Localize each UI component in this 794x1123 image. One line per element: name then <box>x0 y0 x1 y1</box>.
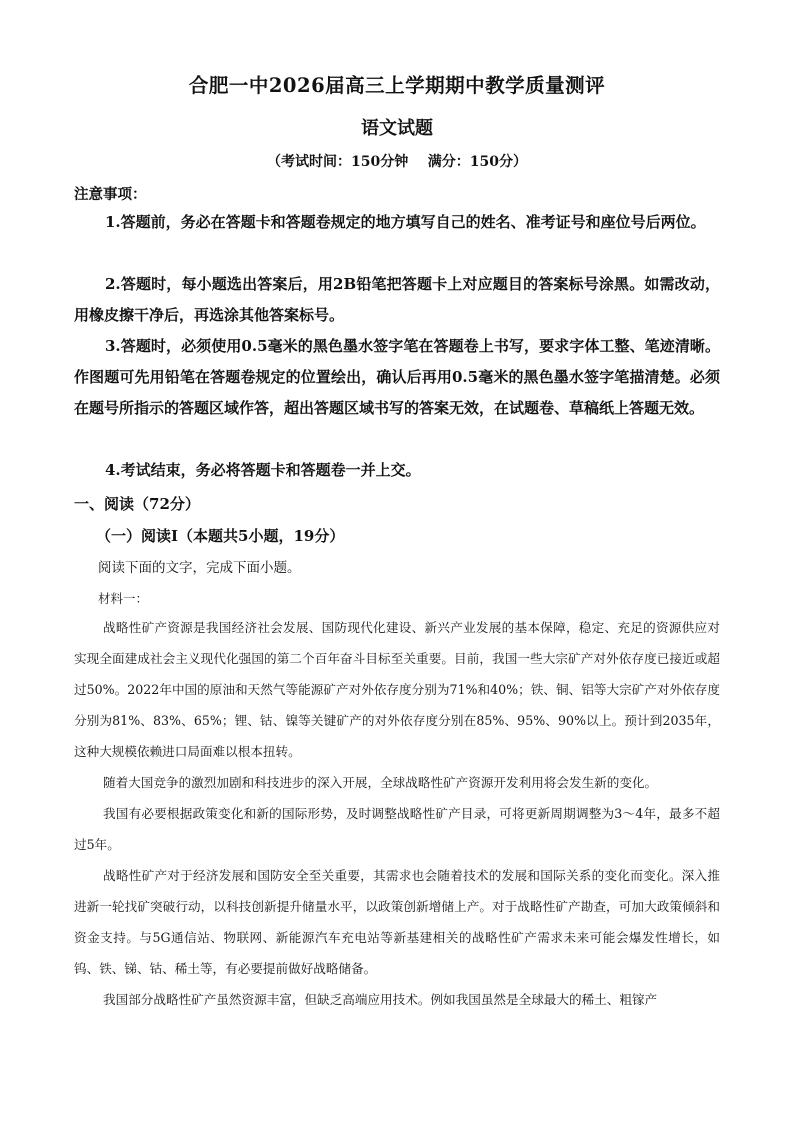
section-heading: 一、阅读（72分） <box>74 495 200 513</box>
notice-item-1: 1.答题前，务必在答题卡和答题卷规定的地方填写自己的姓名、准考证号和座位号后两位。 <box>105 213 706 231</box>
exam-subject: 语文试题 <box>361 118 433 139</box>
reading-instruction: 阅读下面的文字，完成下面小题。 <box>98 560 301 576</box>
exam-time-score: （考试时间：150分钟 满分：150分） <box>267 154 527 170</box>
material-paragraph-2: 随着大国竞争的激烈加剧和科技进步的深入开展，全球战略性矿产资源开发利用将会发生新的变化。 <box>103 775 658 790</box>
material-paragraph-4: 战略性矿产对于经济发展和国防安全至关重要，其需求也会随着技术的发展和国际关系的变化而变化。深入推进新一轮找矿突破行动，以科技创新提升储量水平，以政策创新增储上产。对于战略性矿产勘查，可加大政策倾斜和资金支持。与5G通信站、物联网、新能源汽车充电站等新基建相关的战略性矿产需求未来可能会爆发性增长，如钨、铁、锑、钴、稀土等，有必要提前做好战略储备。 <box>74 868 720 976</box>
material-paragraph-3: 我国有必要根据政策变化和新的国际形势，及时调整战略性矿产目录，可将更新周期调整为3～4年，最多不超过5年。 <box>74 806 720 852</box>
notice-item-2: 2.答题时，每小题选出答案后，用2B铅笔把答题卡上对应题目的答案标号涂黑。如需改动，用橡皮擦干净后，再选涂其他答案标号。 <box>74 275 720 324</box>
subsection-heading: （一）阅读Ⅰ（本题共5小题，19分） <box>96 527 345 545</box>
material-paragraph-5: 我国部分战略性矿产虽然资源丰富，但缺乏高端应用技术。例如我国虽然是全球最大的稀土、粗镓产 <box>103 992 658 1007</box>
material-paragraph-1: 战略性矿产资源是我国经济社会发展、国防现代化建设、新兴产业发展的基本保障，稳定、充足的资源供应对实现全面建成社会主义现代化强国的第二个百年奋斗目标至关重要。目前，我国一些大宗矿产对外依存度已接近或超过50%。2022年中国的原油和天然气等能源矿产对外依存度分别为71%和40%；铁、铜、铝等大宗矿产对外依存度分别为81%、83%、65%；锂、钴、镍等关键矿产的对外依存度分别在85%、95%、90%以上。预计到2035年，这种大规模依赖进口局面难以根本扭转。 <box>74 620 720 759</box>
material-label: 材料一： <box>98 591 149 606</box>
exam-title: 合肥一中2026届高三上学期期中教学质量测评 <box>188 74 606 97</box>
notice-item-4: 4.考试结束，务必将答题卡和答题卷一并上交。 <box>105 461 421 479</box>
notice-item-3: 3.答题时，必须使用0.5毫米的黑色墨水签字笔在答题卷上书写，要求字体工整、笔迹清晰。作图题可先用铅笔在答题卷规定的位置绘出，确认后再用0.5毫米的黑色墨水签字笔描清楚。必须在题号所指示的答题区域作答，超出答题区域书写的答案无效，在试题卷、草稿纸上答题无效。 <box>74 337 720 417</box>
notice-heading: 注意事项： <box>74 186 147 203</box>
